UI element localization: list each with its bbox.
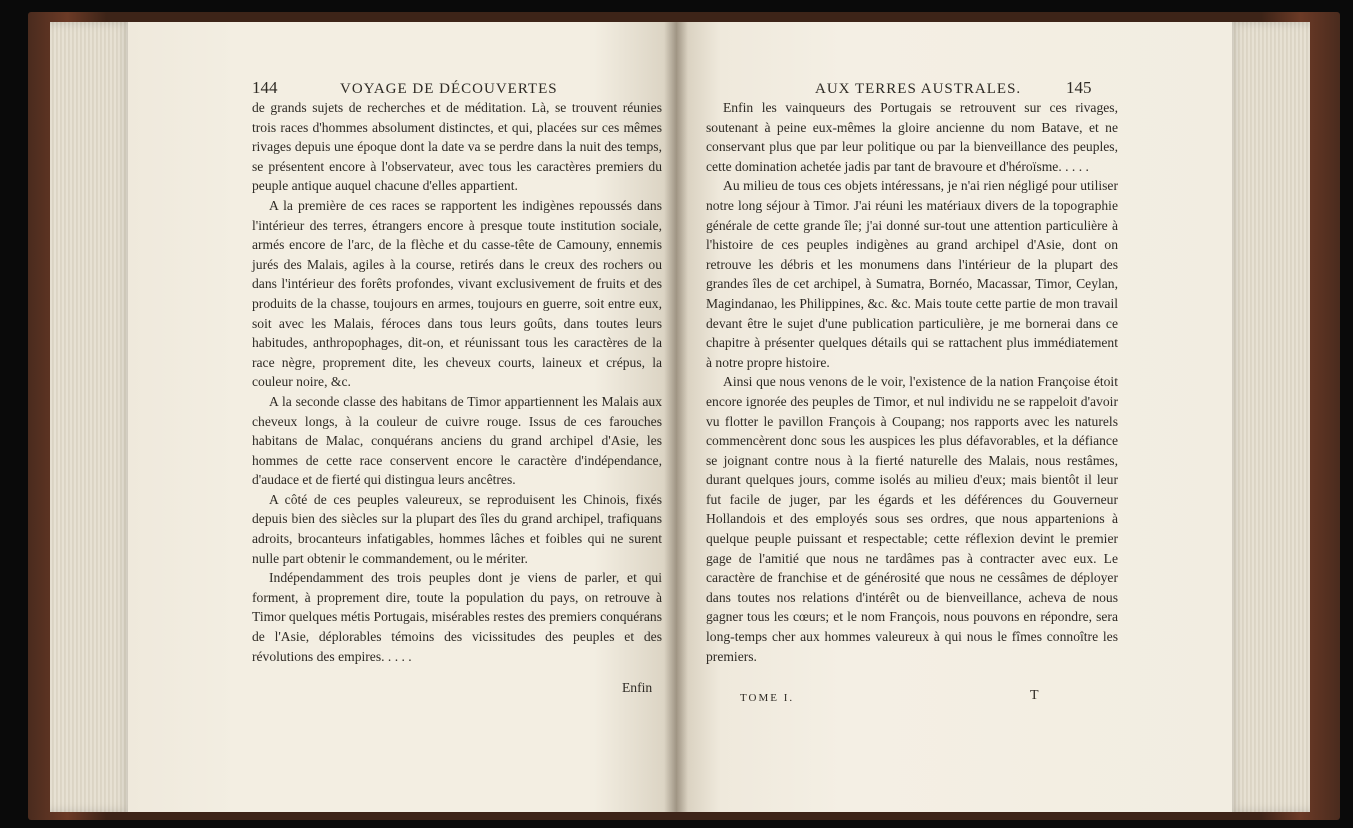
- right-paragraph: Au milieu de tous ces objets intéressans, je n'ai rien négligé pour utiliser notre long séjour à Timor. J'ai réuni les matériaux divers de la topographie générale de cette grande île; j'ai donné sur-tout une attention particulière à l'histoire de ces peuples indigènes au grand archipel d'Asie, dont on retrouve les débris et les monumens dans l'intérieur de la plupart des grandes îles de cet archipel, à Sumatra, Bornéo, Macassar, Timor, Ceylan, Magindanao, les Philippines, &c. &c. Mais toute cette partie de mon travail devant être le sujet d'une publication particulière, je me bornerai dans ce chapitre à présenter quelques détails qui se rattachent plus immédiatement à notre propre histoire.: [706, 178, 1118, 370]
- left-catchword: Enfin: [622, 680, 653, 695]
- right-page-text: [706, 98, 1118, 666]
- left-paragraph: A la première de ces races se rapportent les indigènes repoussés dans l'intérieur des terres, étrangers encore à presque toute institution sociale, armés encore de l'arc, de la flèche et du casse-tête de Camouny, ennemis jurés des Malais, agiles à la course, retirés dans le creux des rochers ou dans l'intérieur des forêts profondes, vivant exclusivement de fruits et des produits de la chasse, toujours en armes, toujours en guerre, soit entre eux, soit avec les Malais, féroces dans tous leurs goûts, dans toutes leurs habitudes, anthropophages, dit-on, et réunissant tous les caractères de la race nègre, proprement dite, les cheveux courts, laineux et crépus, la couleur noire, &c.: [252, 197, 662, 390]
- left-running-head: VOYAGE DE DÉCOUVERTES: [340, 81, 558, 97]
- right-paragraph: Ainsi que nous venons de le voir, l'existence de la nation Françoise étoit encore ignorée des peuples de Timor, et nul individu ne se rappeloit d'avoir vu flotter le pavillon François à Coupang; nos rapports avec les naturels commencèrent donc sous les auspices les plus défavorables, et la défiance se joignant contre nous à la fierté naturelle des Malais, nous restâmes, durant quelques jours, comme isolés au milieu d'eux; mais bientôt il leur fut facile de juger, par les égards et les déférences du Gouverneur Hollandois et des employés sous ses ordres, que nous appartenions à quelque peuple puissant et respectable; cette réflexion devint le premier gage de l'amitié que nous ne tardâmes pas à contracter avec eux. Le caractère de franchise et de générosité que nous ne cessâmes de déployer dans toutes nos relations d'intérêt ou de bienveillance, acheva de nous gagner tous les cœurs; et le nom François, nous pouvons en répondre, sera long-temps cher aux hommes valeureux à qui nous le fîmes connoître les premiers.: [706, 374, 1118, 664]
- right-paragraph: Enfin les vainqueurs des Portugais se retrouvent sur ces rivages, soutenant à peine eux-mêmes la gloire ancienne du nom Batave, et ne conservant plus que par leur politique ou par la bienveillance des peuples, cette domination achetée jadis par tant de bravoure et d'héroïsme. . . . .: [706, 100, 1118, 174]
- right-page-number: 145: [1066, 78, 1092, 97]
- right-page-edges: [1228, 22, 1310, 812]
- left-paragraph: A la seconde classe des habitans de Timor appartiennent les Malais aux cheveux longs, à la couleur de cuivre rouge. Issus de ces farouches habitans de Malac, conquérans anciens du grand archipel d'Asie, les hommes de cette race conservent encore le caractère d'indépendance, d'audace et de fierté qui distingua leurs ancêtres.: [252, 393, 662, 488]
- left-paragraph: Indépendamment des trois peuples dont je viens de parler, et qui forment, à proprement dire, toute la population du pays, on retrouve à Timor quelques métis Portugais, misérables restes des premiers conquérans de l'Asie, déplorables témoins des vicissitudes des peuples et des révolutions des empires. . . . .: [252, 570, 662, 664]
- left-page-number: 144: [252, 78, 278, 97]
- left-paragraph: A côté de ces peuples valeureux, se reproduisent les Chinois, fixés depuis bien des siècles sur la plupart des îles du grand archipel, trafiquans adroits, brocanteurs infatigables, hommes lâches et foibles qui ne surent nulle part obtenir le commandement, ou le mériter.: [252, 491, 662, 566]
- left-page-text: [252, 98, 662, 666]
- book-gutter: [664, 22, 688, 812]
- left-page-edges: [50, 22, 132, 812]
- signature-mark: T: [1030, 688, 1039, 703]
- right-running-head: AUX TERRES AUSTRALES.: [815, 81, 1022, 97]
- volume-signature: TOME I.: [740, 692, 795, 704]
- left-paragraph: de grands sujets de recherches et de méditation. Là, se trouvent réunies trois races d'hommes absolument distinctes, et qui, placées sur ces mêmes rivages depuis une époque dont la date va se perdre dans la nuit des temps, se présentent encore à l'observateur, avec tous les caractères premiers du peuple antique auquel chacune d'elles appartient.: [252, 100, 662, 194]
